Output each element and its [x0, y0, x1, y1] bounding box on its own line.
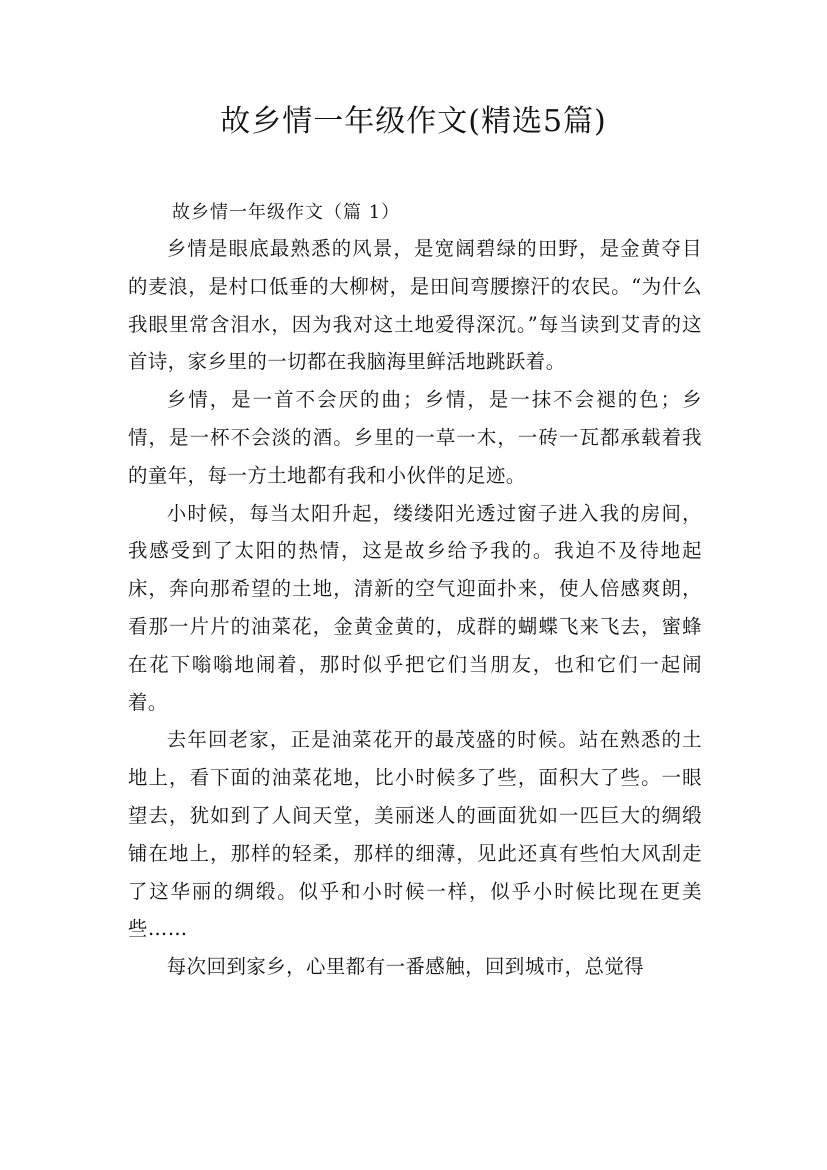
paragraph-5: 每次回到家乡，心里都有一番感触，回到城市，总觉得 — [166, 955, 645, 979]
paragraph-4: 去年回老家，正是油菜花开的最茂盛的时候。站在熟悉的土地上，看下面的油菜花地，比小时候多了些，面积大了些。一眼望去，犹如到了人间天堂，美丽迷人的画面犹如一匹巨大的绸缎铺在地上，那样的轻柔，那样的细薄，见此还真有些怕大风刮走了这华丽的绸缎。似乎和小时候一样，似乎小时候比现在更美些…… — [128, 728, 702, 941]
paragraph-2: 乡情，是一首不会厌的曲；乡情，是一抹不会褪的色；乡情，是一杯不会淡的酒。乡里的一草一木，一砖一瓦都承载着我的童年，每一方土地都有我和小伙伴的足迹。 — [128, 388, 702, 487]
document-body — [128, 196, 702, 986]
document-title: 故乡情一年级作文(精选5篇) — [220, 104, 607, 139]
paragraph-3: 小时候，每当太阳升起，缕缕阳光透过窗子进入我的房间，我感受到了太阳的热情，这是故乡给予我的。我迫不及待地起床，奔向那希望的土地，清新的空气迎面扑来，使人倍感爽朗，看那一片片的油菜花，金黄金黄的，成群的蝴蝶飞来飞去，蜜蜂在花下嗡嗡地闹着，那时似乎把它们当朋友，也和它们一起闹着。 — [128, 501, 702, 714]
paragraph-1: 乡情是眼底最熟悉的风景，是宽阔碧绿的田野，是金黄夺目的麦浪，是村口低垂的大柳树，是田间弯腰擦汗的农民。“为什么我眼里常含泪水，因为我对这土地爱得深沉。”每当读到艾青的这首诗，家乡里的一切都在我脑海里鲜活地跳跃着。 — [128, 237, 702, 374]
section-heading: 故乡情一年级作文（篇 1） — [172, 202, 401, 223]
